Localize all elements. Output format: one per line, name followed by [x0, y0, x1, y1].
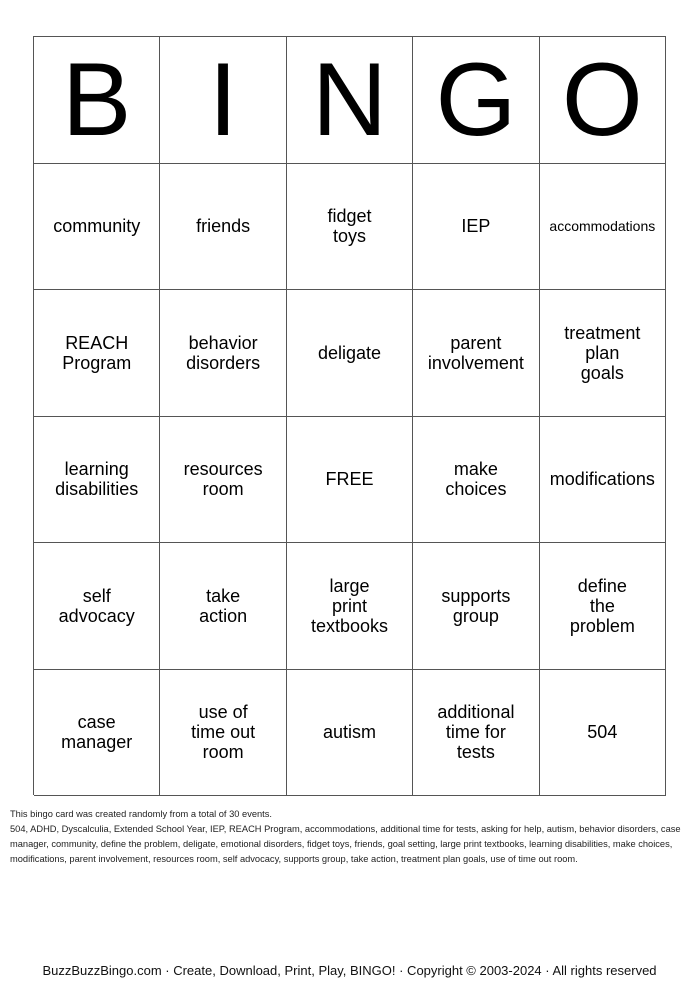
bingo-row-1 [34, 164, 666, 291]
bingo-cell[interactable]: large print textbooks [287, 543, 413, 670]
bingo-cell[interactable]: use of time out room [160, 670, 286, 797]
bingo-cell[interactable]: 504 [540, 670, 666, 797]
bingo-row-5 [34, 670, 666, 797]
bingo-cell[interactable]: learning disabilities [34, 417, 160, 544]
bingo-cell[interactable]: define the problem [540, 543, 666, 670]
bingo-cell[interactable]: case manager [34, 670, 160, 797]
bingo-cell[interactable]: friends [160, 164, 286, 291]
bingo-cell[interactable]: additional time for tests [413, 670, 539, 797]
bingo-cell[interactable]: supports group [413, 543, 539, 670]
bingo-header-row [34, 37, 666, 164]
header-letter-o: O [540, 37, 666, 164]
header-letter-n: N [287, 37, 413, 164]
card-description-intro: This bingo card was created randomly from a total of 30 events. [10, 809, 272, 819]
free-space-cell[interactable]: FREE [287, 417, 413, 544]
header-letter-g: G [413, 37, 539, 164]
card-description [10, 807, 690, 867]
bingo-cell[interactable]: modifications [540, 417, 666, 544]
bingo-cell[interactable]: treatment plan goals [540, 290, 666, 417]
bingo-cell[interactable]: parent involvement [413, 290, 539, 417]
bingo-cell[interactable]: accommodations [540, 164, 666, 291]
header-letter-i: I [160, 37, 286, 164]
bingo-cell[interactable]: take action [160, 543, 286, 670]
bingo-row-2 [34, 290, 666, 417]
bingo-card [33, 36, 666, 795]
bingo-cell[interactable]: resources room [160, 417, 286, 544]
bingo-cell[interactable]: community [34, 164, 160, 291]
bingo-cell[interactable]: IEP [413, 164, 539, 291]
bingo-row-4 [34, 543, 666, 670]
bingo-cell[interactable]: REACH Program [34, 290, 160, 417]
bingo-cell[interactable]: autism [287, 670, 413, 797]
bingo-cell[interactable]: make choices [413, 417, 539, 544]
bingo-cell[interactable]: deligate [287, 290, 413, 417]
event-list: 504, ADHD, Dyscalculia, Extended School Year, IEP, REACH Program, accommodations, additional time for tests, asking for help, autism, behavior disorders, case manager, community, define the problem, deligate, emotional disorders, fidget toys, friends, goal setting, large print textbooks, learning disabilities, make choices, modifications, parent involvement, resources room, self advocacy, supports group, take action, treatment plan goals, use of time out room. [10, 824, 681, 864]
site-footer: BuzzBuzzBingo.com · Create, Download, Print, Play, BINGO! · Copyright © 2003-2024 · All rights reserved [42, 963, 657, 978]
header-letter-b: B [34, 37, 160, 164]
bingo-cell[interactable]: self advocacy [34, 543, 160, 670]
bingo-cell[interactable]: fidget toys [287, 164, 413, 291]
bingo-cell[interactable]: behavior disorders [160, 290, 286, 417]
bingo-row-3 [34, 417, 666, 544]
